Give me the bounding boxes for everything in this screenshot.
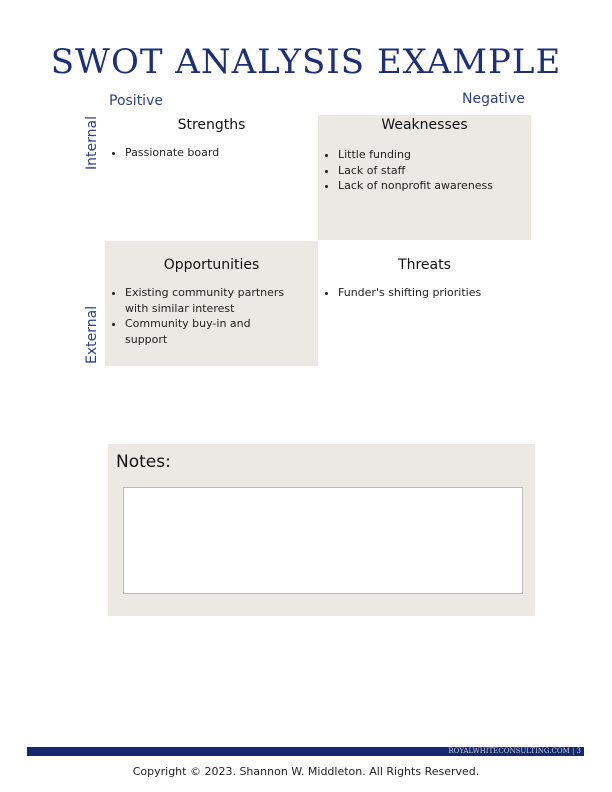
page-title: SWOT ANALYSIS EXAMPLE [50, 42, 562, 82]
quadrant-opportunities [105, 241, 318, 366]
list-item: • Lack of nonprofit awareness [338, 178, 531, 194]
notes-input[interactable] [123, 487, 523, 594]
list-item: • Passionate board [125, 145, 318, 161]
quadrant-weaknesses [318, 115, 531, 240]
copyright: Copyright © 2023. Shannon W. Middleton. All Rights Reserved. [132, 765, 480, 778]
list-item: • Funder's shifting priorities [338, 285, 531, 301]
axis-label-positive: Positive [109, 93, 163, 109]
list-item: • Lack of staff [338, 163, 531, 179]
quadrant-title: Threats [398, 257, 451, 273]
notes-section [108, 444, 535, 616]
list-item: • Existing community partners with similar interest [125, 285, 288, 316]
quadrant-threats [318, 241, 531, 366]
axis-label-external: External [84, 305, 100, 364]
quadrant-title: Strengths [177, 117, 246, 133]
axis-label-internal: Internal [84, 116, 100, 170]
quadrant-title: Opportunities [163, 257, 260, 273]
footer-bar: ROYALWHITECONSULTING.COM | 3 [27, 747, 584, 756]
quadrant-title: Weaknesses [381, 117, 468, 133]
list-item: • Community buy-in and support [125, 316, 288, 347]
list-item: • Little funding [338, 147, 531, 163]
axis-label-negative: Negative [462, 91, 525, 107]
quadrant-strengths [105, 115, 318, 240]
notes-label: Notes: [116, 452, 171, 472]
